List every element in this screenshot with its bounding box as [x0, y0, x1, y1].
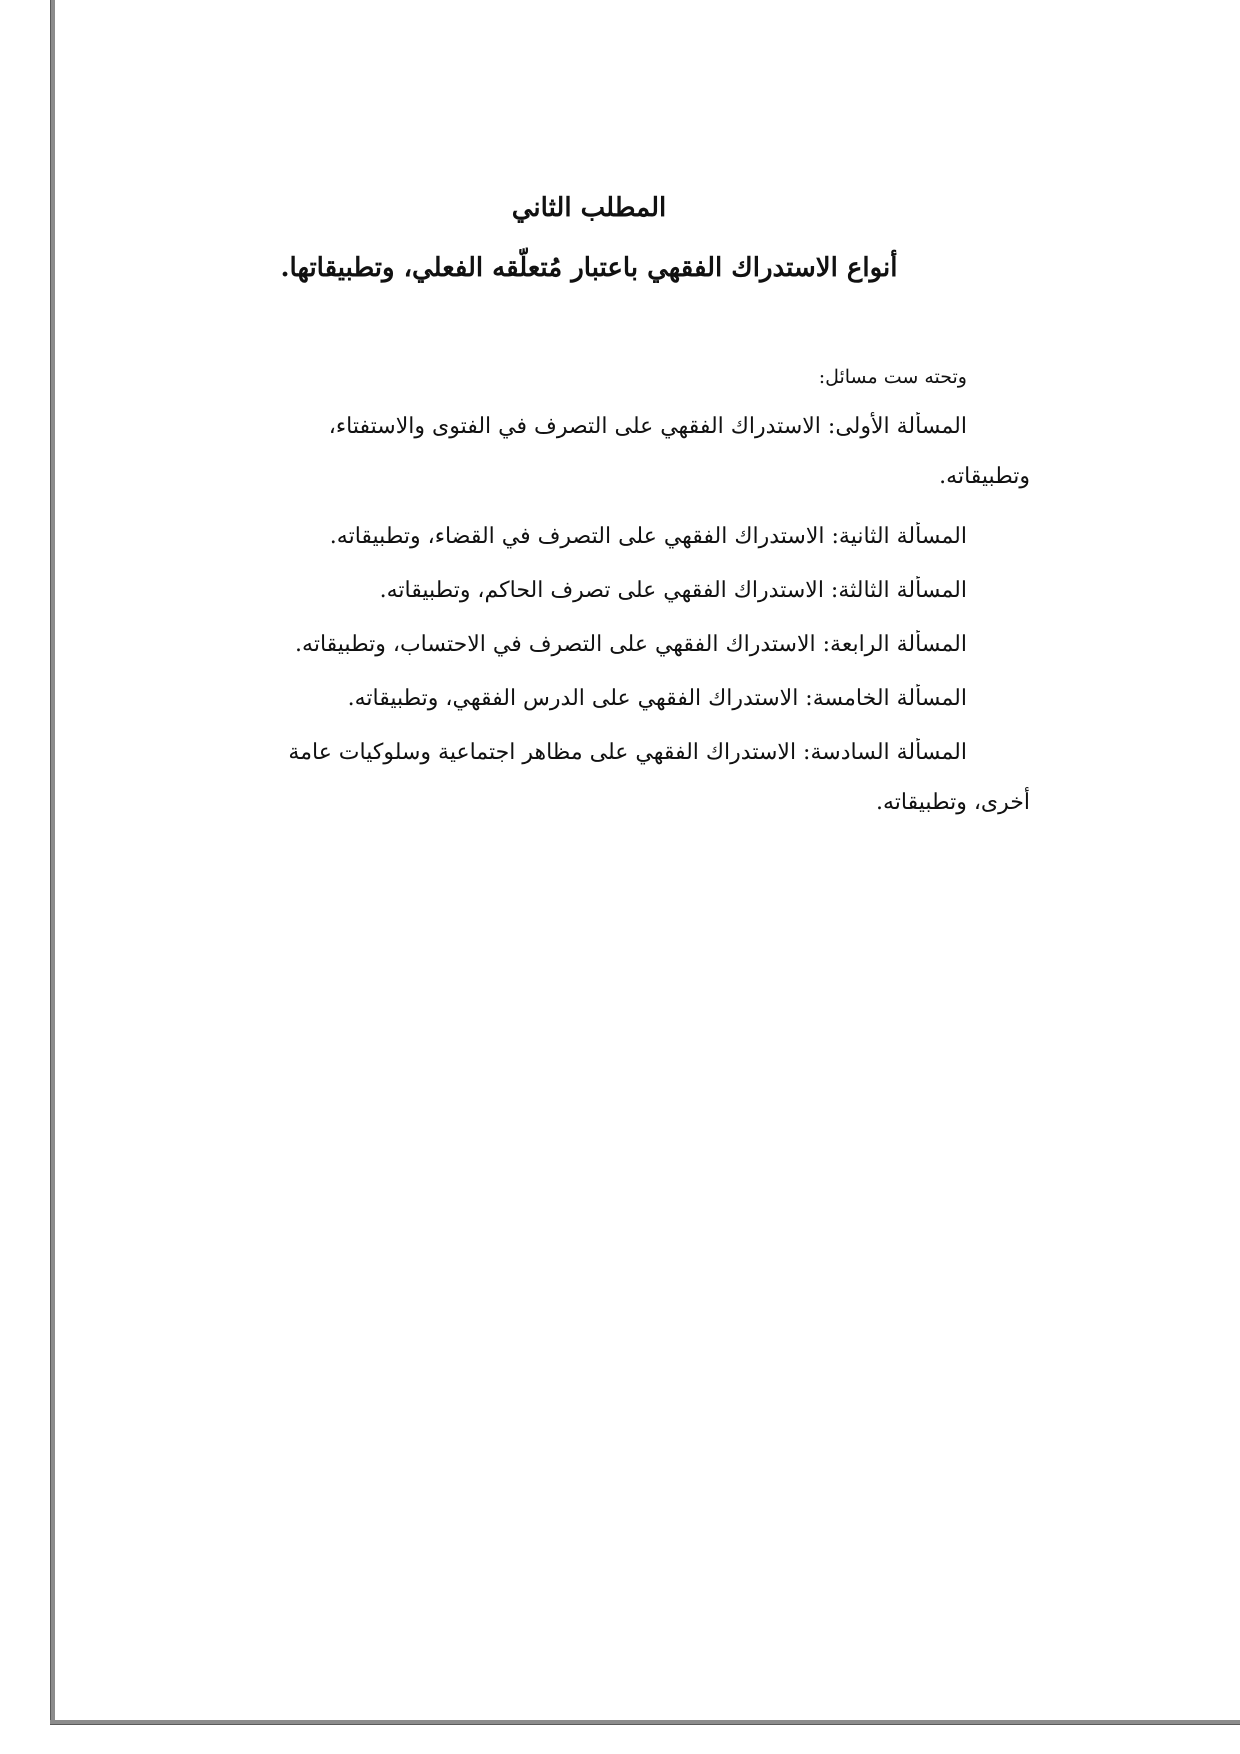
list-item-line: المسألة السادسة: الاستدراك الفقهي على مظاهر اجتماعية وسلوكيات عامة — [288, 740, 967, 765]
list-item — [148, 630, 1030, 660]
list-item-line: المسألة الثالثة: الاستدراك الفقهي على تصرف الحاكم، وتطبيقاته. — [379, 578, 967, 603]
section-subtitle: أنواع الاستدراك الفقهي باعتبار مُتعلّقه الفعلي، وتطبيقاتها. — [280, 253, 898, 283]
list-item-line: المسألة الثانية: الاستدراك الفقهي على التصرف في القضاء، وتطبيقاته. — [329, 524, 967, 549]
intro-text: وتحته ست مسائل: — [818, 366, 967, 388]
list-item — [148, 522, 1030, 552]
list-item-line: المسألة الخامسة: الاستدراك الفقهي على الدرس الفقهي، وتطبيقاته. — [347, 686, 967, 711]
page-border-left — [50, 0, 55, 1725]
list-item — [148, 684, 1030, 714]
page-border-bottom — [50, 1720, 1240, 1725]
list-item — [148, 738, 1030, 818]
list-item — [148, 576, 1030, 606]
list-item-line: المسألة الرابعة: الاستدراك الفقهي على التصرف في الاحتساب، وتطبيقاته. — [295, 632, 967, 657]
list-item-line: المسألة الأولى: الاستدراك الفقهي على التصرف في الفتوى والاستفتاء، — [328, 414, 967, 439]
list-item-continuation: وتطبيقاته. — [939, 464, 1030, 489]
list-item-continuation: أخرى، وتطبيقاته. — [876, 790, 1030, 815]
section-title: المطلب الثاني — [511, 193, 667, 223]
list-item — [148, 412, 1030, 492]
